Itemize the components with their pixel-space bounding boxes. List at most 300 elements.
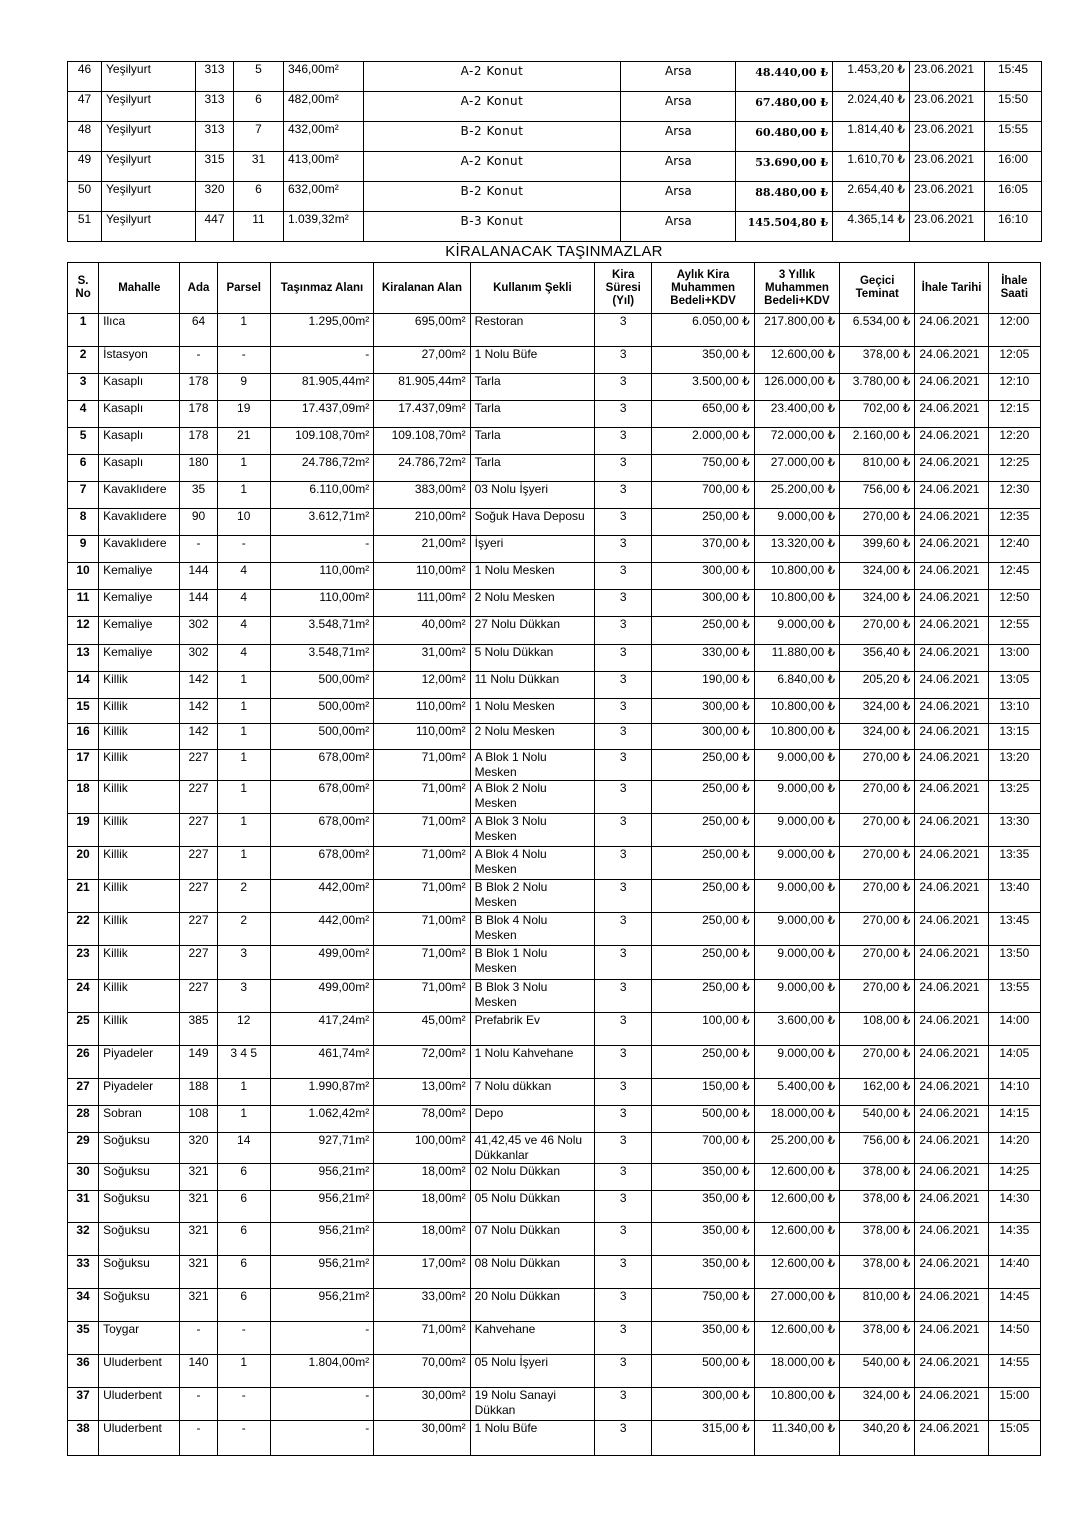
sale-cell-kullanim: A-2 Konut bbox=[364, 152, 621, 182]
cell-kullanim: Restoran bbox=[470, 314, 595, 347]
cell-sure: 3 bbox=[595, 1421, 652, 1456]
cell-sure: 3 bbox=[595, 750, 652, 781]
cell-no: 4 bbox=[68, 401, 99, 428]
cell-kullanim: B Blok 1 Nolu Mesken bbox=[470, 946, 595, 980]
sale-cell-kullanim: A-2 Konut bbox=[364, 62, 621, 92]
cell-sure: 3 bbox=[595, 814, 652, 847]
sale-cell-tarih: 23.06.2021 bbox=[910, 152, 985, 182]
header-kullanim: Kullanım Şekli bbox=[470, 263, 595, 314]
table-row bbox=[68, 645, 1041, 672]
cell-teminat: 324,00 ₺ bbox=[840, 563, 915, 590]
cell-no: 9 bbox=[68, 536, 99, 563]
table-row bbox=[68, 814, 1041, 847]
cell-teminat: 270,00 ₺ bbox=[840, 617, 915, 645]
sale-cell-cins: Arsa bbox=[621, 182, 736, 212]
sale-cell-mahalle: Yeşilyurt bbox=[102, 182, 196, 212]
cell-ada: 180 bbox=[180, 455, 217, 482]
cell-yillik: 12.600,00 ₺ bbox=[754, 1223, 839, 1256]
cell-tarih: 24.06.2021 bbox=[915, 1013, 988, 1046]
cell-mahalle: Kasaplı bbox=[99, 374, 180, 401]
cell-ada: 149 bbox=[180, 1046, 217, 1079]
cell-alan: 442,00m² bbox=[270, 880, 373, 913]
cell-tarih: 24.06.2021 bbox=[915, 536, 988, 563]
sale-cell-saat: 16:10 bbox=[985, 212, 1042, 242]
cell-tarih: 24.06.2021 bbox=[915, 672, 988, 699]
cell-saat: 13:25 bbox=[988, 781, 1040, 814]
cell-ada: 227 bbox=[180, 814, 217, 847]
cell-ada: 385 bbox=[180, 1013, 217, 1046]
cell-kullanim: A Blok 3 Nolu Mesken bbox=[470, 814, 595, 847]
header-tasinmaz-alani: Taşınmaz Alanı bbox=[270, 263, 373, 314]
cell-sure: 3 bbox=[595, 1223, 652, 1256]
cell-no: 30 bbox=[68, 1164, 99, 1191]
rental-table-body bbox=[68, 314, 1041, 1456]
cell-no: 20 bbox=[68, 847, 99, 880]
cell-saat: 13:50 bbox=[988, 946, 1040, 980]
cell-aylik: 350,00 ₺ bbox=[652, 1223, 754, 1256]
cell-kiralanan: 111,00m² bbox=[374, 590, 470, 617]
sale-cell-no: 49 bbox=[68, 152, 102, 182]
table-row bbox=[68, 880, 1041, 913]
cell-kiralanan: 71,00m² bbox=[374, 781, 470, 814]
cell-no: 28 bbox=[68, 1106, 99, 1133]
cell-kullanim: Kahvehane bbox=[470, 1322, 595, 1355]
cell-no: 21 bbox=[68, 880, 99, 913]
cell-sure: 3 bbox=[595, 563, 652, 590]
cell-mahalle: Kasaplı bbox=[99, 428, 180, 455]
cell-saat: 14:30 bbox=[988, 1191, 1040, 1223]
document-page bbox=[67, 61, 1041, 1456]
cell-tarih: 24.06.2021 bbox=[915, 1289, 988, 1322]
cell-yillik: 9.000,00 ₺ bbox=[754, 617, 839, 645]
cell-sure: 3 bbox=[595, 1013, 652, 1046]
cell-parsel: 6 bbox=[217, 1191, 270, 1223]
cell-parsel: 3 bbox=[217, 946, 270, 980]
sale-cell-teminat: 1.453,20 ₺ bbox=[833, 62, 910, 92]
cell-tarih: 24.06.2021 bbox=[915, 750, 988, 781]
cell-teminat: 378,00 ₺ bbox=[840, 347, 915, 374]
cell-parsel: 1 bbox=[217, 814, 270, 847]
cell-tarih: 24.06.2021 bbox=[915, 314, 988, 347]
sale-cell-saat: 15:45 bbox=[985, 62, 1042, 92]
cell-tarih: 24.06.2021 bbox=[915, 1046, 988, 1079]
sale-row bbox=[68, 62, 1042, 92]
cell-sure: 3 bbox=[595, 1191, 652, 1223]
cell-mahalle: Killik bbox=[99, 672, 180, 699]
cell-tarih: 24.06.2021 bbox=[915, 946, 988, 980]
cell-teminat: 756,00 ₺ bbox=[840, 482, 915, 509]
cell-yillik: 126.000,00 ₺ bbox=[754, 374, 839, 401]
cell-alan: 499,00m² bbox=[270, 980, 373, 1013]
header-no: S. No bbox=[68, 263, 99, 314]
table-row bbox=[68, 482, 1041, 509]
cell-parsel: 12 bbox=[217, 1013, 270, 1046]
cell-alan: - bbox=[270, 1421, 373, 1456]
sale-cell-cins: Arsa bbox=[621, 212, 736, 242]
sale-cell-alan: 482,00m² bbox=[284, 92, 364, 122]
cell-parsel: 1 bbox=[217, 847, 270, 880]
sale-cell-saat: 15:55 bbox=[985, 122, 1042, 152]
sale-cell-teminat: 1.610,70 ₺ bbox=[833, 152, 910, 182]
cell-sure: 3 bbox=[595, 645, 652, 672]
cell-teminat: 324,00 ₺ bbox=[840, 590, 915, 617]
cell-alan: - bbox=[270, 1322, 373, 1355]
cell-teminat: 2.160,00 ₺ bbox=[840, 428, 915, 455]
table-row bbox=[68, 1289, 1041, 1322]
header-ada: Ada bbox=[180, 263, 217, 314]
cell-saat: 12:15 bbox=[988, 401, 1040, 428]
cell-no: 16 bbox=[68, 724, 99, 750]
cell-yillik: 9.000,00 ₺ bbox=[754, 980, 839, 1013]
sale-cell-teminat: 1.814,40 ₺ bbox=[833, 122, 910, 152]
cell-alan: 500,00m² bbox=[270, 699, 373, 724]
cell-tarih: 24.06.2021 bbox=[915, 880, 988, 913]
cell-mahalle: Killik bbox=[99, 814, 180, 847]
table-row bbox=[68, 750, 1041, 781]
cell-saat: 12:10 bbox=[988, 374, 1040, 401]
cell-kiralanan: 110,00m² bbox=[374, 724, 470, 750]
cell-kullanim: 05 Nolu İşyeri bbox=[470, 1355, 595, 1388]
cell-aylik: 330,00 ₺ bbox=[652, 645, 754, 672]
cell-sure: 3 bbox=[595, 699, 652, 724]
table-row bbox=[68, 699, 1041, 724]
cell-saat: 13:15 bbox=[988, 724, 1040, 750]
cell-aylik: 700,00 ₺ bbox=[652, 1133, 754, 1164]
cell-mahalle: Kavaklıdere bbox=[99, 509, 180, 536]
cell-tarih: 24.06.2021 bbox=[915, 1164, 988, 1191]
header-parsel: Parsel bbox=[217, 263, 270, 314]
cell-ada: 227 bbox=[180, 781, 217, 814]
cell-saat: 12:20 bbox=[988, 428, 1040, 455]
cell-ada: 321 bbox=[180, 1256, 217, 1289]
cell-yillik: 10.800,00 ₺ bbox=[754, 1388, 839, 1421]
table-row bbox=[68, 1322, 1041, 1355]
cell-teminat: 270,00 ₺ bbox=[840, 946, 915, 980]
cell-mahalle: Toygar bbox=[99, 1322, 180, 1355]
cell-teminat: 270,00 ₺ bbox=[840, 781, 915, 814]
sale-cell-cins: Arsa bbox=[621, 62, 736, 92]
cell-alan: 24.786,72m² bbox=[270, 455, 373, 482]
cell-ada: 302 bbox=[180, 645, 217, 672]
cell-kiralanan: 78,00m² bbox=[374, 1106, 470, 1133]
table-row bbox=[68, 781, 1041, 814]
cell-mahalle: Kasaplı bbox=[99, 455, 180, 482]
sale-cell-bedel: 145.504,80 ₺ bbox=[736, 212, 833, 242]
table-row bbox=[68, 617, 1041, 645]
cell-kiralanan: 18,00m² bbox=[374, 1223, 470, 1256]
cell-saat: 13:30 bbox=[988, 814, 1040, 847]
cell-yillik: 13.320,00 ₺ bbox=[754, 536, 839, 563]
cell-no: 25 bbox=[68, 1013, 99, 1046]
cell-mahalle: Killik bbox=[99, 781, 180, 814]
cell-kullanim: A Blok 4 Nolu Mesken bbox=[470, 847, 595, 880]
cell-alan: 81.905,44m² bbox=[270, 374, 373, 401]
cell-ada: - bbox=[180, 1421, 217, 1456]
cell-no: 32 bbox=[68, 1223, 99, 1256]
cell-tarih: 24.06.2021 bbox=[915, 1223, 988, 1256]
cell-mahalle: Killik bbox=[99, 946, 180, 980]
cell-alan: 3.548,71m² bbox=[270, 645, 373, 672]
cell-parsel: 6 bbox=[217, 1256, 270, 1289]
cell-no: 12 bbox=[68, 617, 99, 645]
table-row bbox=[68, 724, 1041, 750]
cell-yillik: 12.600,00 ₺ bbox=[754, 1164, 839, 1191]
sale-cell-tarih: 23.06.2021 bbox=[910, 122, 985, 152]
cell-kullanim: 02 Nolu Dükkan bbox=[470, 1164, 595, 1191]
cell-aylik: 350,00 ₺ bbox=[652, 1164, 754, 1191]
cell-yillik: 11.880,00 ₺ bbox=[754, 645, 839, 672]
cell-saat: 14:10 bbox=[988, 1079, 1040, 1106]
sale-cell-ada: 313 bbox=[196, 62, 234, 92]
cell-kiralanan: 13,00m² bbox=[374, 1079, 470, 1106]
cell-sure: 3 bbox=[595, 347, 652, 374]
cell-sure: 3 bbox=[595, 1046, 652, 1079]
table-row bbox=[68, 1013, 1041, 1046]
cell-alan: 678,00m² bbox=[270, 847, 373, 880]
cell-ada: 227 bbox=[180, 750, 217, 781]
cell-kiralanan: 383,00m² bbox=[374, 482, 470, 509]
cell-parsel: 4 bbox=[217, 645, 270, 672]
sale-cell-parsel: 6 bbox=[234, 182, 284, 212]
cell-no: 14 bbox=[68, 672, 99, 699]
cell-yillik: 9.000,00 ₺ bbox=[754, 913, 839, 946]
sale-cell-saat: 16:00 bbox=[985, 152, 1042, 182]
cell-parsel: 1 bbox=[217, 781, 270, 814]
cell-kullanim: 1 Nolu Büfe bbox=[470, 1421, 595, 1456]
cell-saat: 14:20 bbox=[988, 1133, 1040, 1164]
cell-tarih: 24.06.2021 bbox=[915, 509, 988, 536]
cell-sure: 3 bbox=[595, 314, 652, 347]
sale-cell-kullanim: B-2 Konut bbox=[364, 122, 621, 152]
cell-ada: - bbox=[180, 1388, 217, 1421]
cell-no: 13 bbox=[68, 645, 99, 672]
sale-cell-alan: 432,00m² bbox=[284, 122, 364, 152]
table-row bbox=[68, 946, 1041, 980]
sale-cell-tarih: 23.06.2021 bbox=[910, 92, 985, 122]
cell-no: 37 bbox=[68, 1388, 99, 1421]
cell-aylik: 190,00 ₺ bbox=[652, 672, 754, 699]
sale-cell-teminat: 2.654,40 ₺ bbox=[833, 182, 910, 212]
cell-yillik: 9.000,00 ₺ bbox=[754, 750, 839, 781]
cell-aylik: 250,00 ₺ bbox=[652, 750, 754, 781]
cell-mahalle: Soğuksu bbox=[99, 1256, 180, 1289]
cell-yillik: 9.000,00 ₺ bbox=[754, 847, 839, 880]
sale-cell-mahalle: Yeşilyurt bbox=[102, 212, 196, 242]
cell-aylik: 250,00 ₺ bbox=[652, 880, 754, 913]
sale-cell-no: 47 bbox=[68, 92, 102, 122]
cell-mahalle: Kemaliye bbox=[99, 617, 180, 645]
cell-yillik: 6.840,00 ₺ bbox=[754, 672, 839, 699]
cell-alan: 1.295,00m² bbox=[270, 314, 373, 347]
cell-parsel: - bbox=[217, 1388, 270, 1421]
cell-sure: 3 bbox=[595, 509, 652, 536]
cell-tarih: 24.06.2021 bbox=[915, 1106, 988, 1133]
cell-no: 19 bbox=[68, 814, 99, 847]
cell-mahalle: Soğuksu bbox=[99, 1191, 180, 1223]
cell-mahalle: Killik bbox=[99, 724, 180, 750]
header-aylik: Aylık Kira Muhammen Bedeli+KDV bbox=[652, 263, 754, 314]
sale-row bbox=[68, 92, 1042, 122]
cell-teminat: 540,00 ₺ bbox=[840, 1106, 915, 1133]
cell-kullanim: Tarla bbox=[470, 401, 595, 428]
cell-saat: 13:55 bbox=[988, 980, 1040, 1013]
cell-alan: 956,21m² bbox=[270, 1256, 373, 1289]
table-row bbox=[68, 347, 1041, 374]
cell-parsel: 1 bbox=[217, 1106, 270, 1133]
cell-sure: 3 bbox=[595, 724, 652, 750]
cell-alan: 3.548,71m² bbox=[270, 617, 373, 645]
cell-sure: 3 bbox=[595, 1355, 652, 1388]
cell-teminat: 378,00 ₺ bbox=[840, 1191, 915, 1223]
cell-mahalle: Soğuksu bbox=[99, 1289, 180, 1322]
cell-ada: 142 bbox=[180, 699, 217, 724]
cell-teminat: 756,00 ₺ bbox=[840, 1133, 915, 1164]
cell-kiralanan: 17.437,09m² bbox=[374, 401, 470, 428]
cell-mahalle: Kemaliye bbox=[99, 590, 180, 617]
table-row bbox=[68, 1164, 1041, 1191]
cell-kullanim: 5 Nolu Dükkan bbox=[470, 645, 595, 672]
header-yillik: 3 Yıllık Muhammen Bedeli+KDV bbox=[754, 263, 839, 314]
sale-cell-parsel: 5 bbox=[234, 62, 284, 92]
table-row bbox=[68, 1046, 1041, 1079]
cell-teminat: 270,00 ₺ bbox=[840, 847, 915, 880]
sale-cell-alan: 346,00m² bbox=[284, 62, 364, 92]
cell-yillik: 10.800,00 ₺ bbox=[754, 563, 839, 590]
cell-kiralanan: 18,00m² bbox=[374, 1191, 470, 1223]
sale-cell-bedel: 48.440,00 ₺ bbox=[736, 62, 833, 92]
cell-ada: 321 bbox=[180, 1289, 217, 1322]
sale-cell-no: 48 bbox=[68, 122, 102, 152]
cell-aylik: 500,00 ₺ bbox=[652, 1106, 754, 1133]
cell-aylik: 300,00 ₺ bbox=[652, 563, 754, 590]
cell-ada: 227 bbox=[180, 946, 217, 980]
cell-no: 7 bbox=[68, 482, 99, 509]
cell-yillik: 3.600,00 ₺ bbox=[754, 1013, 839, 1046]
cell-parsel: 1 bbox=[217, 482, 270, 509]
cell-saat: 14:15 bbox=[988, 1106, 1040, 1133]
cell-no: 22 bbox=[68, 913, 99, 946]
cell-yillik: 72.000,00 ₺ bbox=[754, 428, 839, 455]
sale-cell-parsel: 7 bbox=[234, 122, 284, 152]
cell-sure: 3 bbox=[595, 1388, 652, 1421]
cell-mahalle: Kavaklıdere bbox=[99, 536, 180, 563]
cell-parsel: - bbox=[217, 536, 270, 563]
sale-cell-ada: 315 bbox=[196, 152, 234, 182]
cell-no: 17 bbox=[68, 750, 99, 781]
cell-sure: 3 bbox=[595, 428, 652, 455]
cell-sure: 3 bbox=[595, 781, 652, 814]
cell-kiralanan: 17,00m² bbox=[374, 1256, 470, 1289]
cell-parsel: 3 4 5 bbox=[217, 1046, 270, 1079]
sale-row bbox=[68, 122, 1042, 152]
cell-parsel: 6 bbox=[217, 1164, 270, 1191]
cell-saat: 12:25 bbox=[988, 455, 1040, 482]
cell-teminat: 540,00 ₺ bbox=[840, 1355, 915, 1388]
cell-aylik: 150,00 ₺ bbox=[652, 1079, 754, 1106]
sale-cell-no: 51 bbox=[68, 212, 102, 242]
cell-yillik: 11.340,00 ₺ bbox=[754, 1421, 839, 1456]
cell-tarih: 24.06.2021 bbox=[915, 980, 988, 1013]
cell-aylik: 250,00 ₺ bbox=[652, 946, 754, 980]
table-row bbox=[68, 672, 1041, 699]
cell-tarih: 24.06.2021 bbox=[915, 781, 988, 814]
cell-ada: - bbox=[180, 1322, 217, 1355]
cell-aylik: 300,00 ₺ bbox=[652, 699, 754, 724]
cell-kullanim: Prefabrik Ev bbox=[470, 1013, 595, 1046]
cell-saat: 12:35 bbox=[988, 509, 1040, 536]
sale-cell-tarih: 23.06.2021 bbox=[910, 212, 985, 242]
cell-saat: 14:00 bbox=[988, 1013, 1040, 1046]
cell-kullanim: 7 Nolu dükkan bbox=[470, 1079, 595, 1106]
cell-no: 8 bbox=[68, 509, 99, 536]
cell-alan: 6.110,00m² bbox=[270, 482, 373, 509]
cell-saat: 12:40 bbox=[988, 536, 1040, 563]
cell-kullanim: 1 Nolu Mesken bbox=[470, 563, 595, 590]
cell-mahalle: Kasaplı bbox=[99, 401, 180, 428]
cell-mahalle: Piyadeler bbox=[99, 1079, 180, 1106]
cell-aylik: 750,00 ₺ bbox=[652, 455, 754, 482]
cell-kullanim: Tarla bbox=[470, 455, 595, 482]
cell-aylik: 350,00 ₺ bbox=[652, 347, 754, 374]
cell-saat: 12:00 bbox=[988, 314, 1040, 347]
cell-sure: 3 bbox=[595, 672, 652, 699]
cell-saat: 12:05 bbox=[988, 347, 1040, 374]
cell-teminat: 702,00 ₺ bbox=[840, 401, 915, 428]
cell-alan: 417,24m² bbox=[270, 1013, 373, 1046]
table-row bbox=[68, 590, 1041, 617]
cell-kiralanan: 71,00m² bbox=[374, 880, 470, 913]
cell-ada: - bbox=[180, 347, 217, 374]
cell-ada: 64 bbox=[180, 314, 217, 347]
cell-ada: 142 bbox=[180, 724, 217, 750]
cell-alan: 956,21m² bbox=[270, 1223, 373, 1256]
cell-saat: 14:55 bbox=[988, 1355, 1040, 1388]
cell-sure: 3 bbox=[595, 590, 652, 617]
cell-kiralanan: 695,00m² bbox=[374, 314, 470, 347]
cell-ada: - bbox=[180, 536, 217, 563]
cell-yillik: 10.800,00 ₺ bbox=[754, 590, 839, 617]
cell-aylik: 500,00 ₺ bbox=[652, 1355, 754, 1388]
sale-cell-parsel: 31 bbox=[234, 152, 284, 182]
cell-aylik: 370,00 ₺ bbox=[652, 536, 754, 563]
cell-ada: 320 bbox=[180, 1133, 217, 1164]
table-row bbox=[68, 847, 1041, 880]
cell-sure: 3 bbox=[595, 1256, 652, 1289]
cell-kullanim: 07 Nolu Dükkan bbox=[470, 1223, 595, 1256]
cell-yillik: 12.600,00 ₺ bbox=[754, 1191, 839, 1223]
cell-parsel: 1 bbox=[217, 724, 270, 750]
cell-mahalle: Killik bbox=[99, 913, 180, 946]
cell-parsel: 1 bbox=[217, 1079, 270, 1106]
cell-aylik: 300,00 ₺ bbox=[652, 590, 754, 617]
cell-yillik: 5.400,00 ₺ bbox=[754, 1079, 839, 1106]
cell-kiralanan: 71,00m² bbox=[374, 980, 470, 1013]
cell-mahalle: Uluderbent bbox=[99, 1388, 180, 1421]
table-row bbox=[68, 1355, 1041, 1388]
cell-mahalle: Kemaliye bbox=[99, 563, 180, 590]
cell-sure: 3 bbox=[595, 1322, 652, 1355]
cell-kullanim: Tarla bbox=[470, 374, 595, 401]
cell-mahalle: Soğuksu bbox=[99, 1223, 180, 1256]
cell-aylik: 250,00 ₺ bbox=[652, 913, 754, 946]
cell-no: 23 bbox=[68, 946, 99, 980]
sale-cell-ada: 320 bbox=[196, 182, 234, 212]
cell-kullanim: 1 Nolu Mesken bbox=[470, 699, 595, 724]
cell-kullanim: 1 Nolu Kahvehane bbox=[470, 1046, 595, 1079]
cell-kullanim: 20 Nolu Dükkan bbox=[470, 1289, 595, 1322]
cell-alan: 956,21m² bbox=[270, 1164, 373, 1191]
cell-sure: 3 bbox=[595, 880, 652, 913]
